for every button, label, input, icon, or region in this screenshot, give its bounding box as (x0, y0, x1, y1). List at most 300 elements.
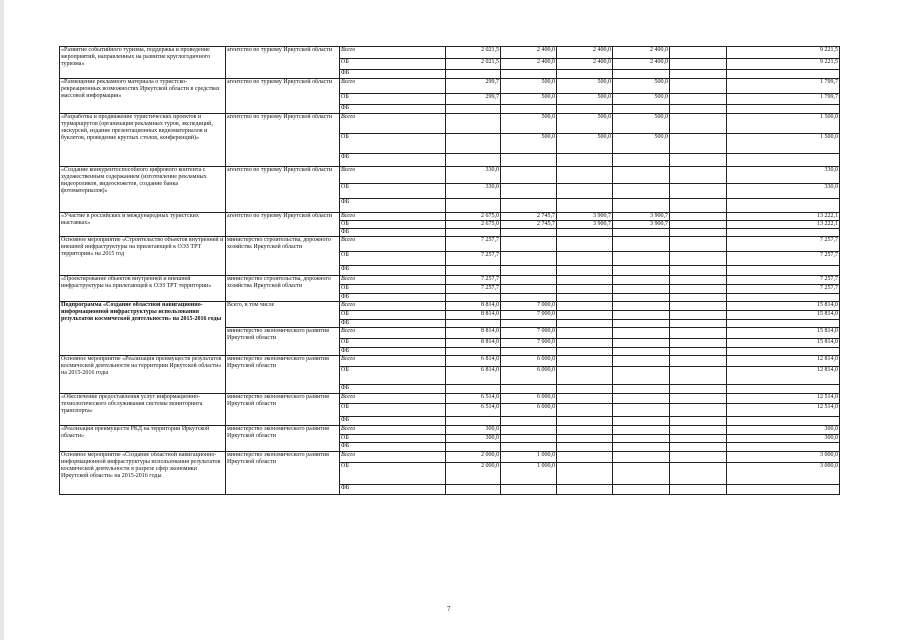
amount-cell (670, 394, 727, 404)
amount-cell: 2 675,0 (446, 213, 501, 221)
amount-cell (501, 199, 557, 213)
funding-source: ОБ (340, 285, 446, 294)
amount-cell: 330,0 (727, 167, 840, 184)
amount-cell (727, 70, 840, 79)
funding-source: ОБ (340, 134, 446, 154)
amount-cell (727, 417, 840, 426)
amount-cell: 7 257,7 (446, 237, 501, 252)
amount-cell: 2 400,0 (557, 47, 613, 59)
amount-cell: 2 000,0 (446, 463, 501, 485)
amount-cell (446, 348, 501, 356)
funding-source: ОБ (340, 404, 446, 417)
measure-name: «Создание конкурентоспособного цифрового контента с художественным содержанием (изготовление рекламных видеороликов, видеосюжетов, создание банка фотоматериалов)» (60, 167, 226, 213)
funding-source: ФБ (340, 70, 446, 79)
amount-cell (446, 320, 501, 328)
amount-cell (446, 70, 501, 79)
amount-cell: 9 221,5 (727, 59, 840, 70)
responsible-executor: агентство по туризму Иркутской области (226, 47, 340, 79)
amount-cell: 1 500,0 (727, 134, 840, 154)
amount-cell (446, 266, 501, 276)
amount-cell (557, 167, 613, 184)
amount-cell (613, 237, 670, 252)
amount-cell: 6 514,0 (446, 404, 501, 417)
funding-source: Всего (340, 328, 446, 339)
amount-cell (670, 79, 727, 94)
table-row (60, 276, 840, 285)
amount-cell: 1 000,0 (501, 452, 557, 463)
amount-cell (613, 417, 670, 426)
amount-cell (501, 285, 557, 294)
amount-cell (670, 443, 727, 452)
amount-cell (557, 485, 613, 495)
amount-cell: 500,0 (501, 94, 557, 105)
amount-cell: 500,0 (613, 79, 670, 94)
amount-cell: 2 400,0 (557, 59, 613, 70)
funding-source: Всего (340, 167, 446, 184)
responsible-executor: министерство строительства, дорожного хозяйства Иркутской области (226, 237, 340, 276)
amount-cell (613, 252, 670, 266)
table-row (60, 394, 840, 404)
table-row (60, 356, 840, 367)
amount-cell (501, 167, 557, 184)
amount-cell: 500,0 (613, 134, 670, 154)
amount-cell (727, 485, 840, 495)
amount-cell: 6 000,0 (501, 404, 557, 417)
amount-cell: 7 257,7 (727, 285, 840, 294)
responsible-executor: министерство строительства, дорожного хозяйства Иркутской области (226, 276, 340, 302)
amount-cell (727, 154, 840, 167)
amount-cell: 330,0 (446, 167, 501, 184)
amount-cell (670, 70, 727, 79)
amount-cell (727, 320, 840, 328)
amount-cell (557, 302, 613, 311)
amount-cell: 2 400,0 (501, 59, 557, 70)
amount-cell: 6 814,0 (446, 367, 501, 385)
funding-source: Всего (340, 276, 446, 285)
funding-source: ОБ (340, 339, 446, 348)
amount-cell (557, 285, 613, 294)
amount-cell (613, 426, 670, 435)
amount-cell (501, 266, 557, 276)
amount-cell (670, 485, 727, 495)
amount-cell (557, 394, 613, 404)
amount-cell (670, 348, 727, 356)
amount-cell: 15 814,0 (727, 328, 840, 339)
responsible-executor: министерство экономического развития Иркутской области (226, 356, 340, 394)
amount-cell (670, 311, 727, 320)
amount-cell (446, 417, 501, 426)
table-row (60, 79, 840, 94)
amount-cell (557, 426, 613, 435)
funding-source: ОБ (340, 367, 446, 385)
amount-cell (557, 199, 613, 213)
amount-cell: 3 900,7 (613, 213, 670, 221)
funding-source: Всего (340, 79, 446, 94)
funding-source: ФБ (340, 348, 446, 356)
amount-cell: 7 257,7 (446, 276, 501, 285)
amount-cell (613, 285, 670, 294)
amount-cell: 7 000,0 (501, 328, 557, 339)
amount-cell (670, 47, 727, 59)
amount-cell (670, 426, 727, 435)
funding-source: Всего (340, 114, 446, 134)
amount-cell (557, 252, 613, 266)
amount-cell: 12 814,0 (727, 367, 840, 385)
amount-cell (670, 356, 727, 367)
amount-cell (727, 294, 840, 302)
amount-cell (670, 266, 727, 276)
amount-cell (446, 134, 501, 154)
amount-cell (670, 237, 727, 252)
amount-cell (501, 184, 557, 199)
amount-cell: 7 257,7 (727, 237, 840, 252)
amount-cell (613, 404, 670, 417)
amount-cell (557, 229, 613, 237)
amount-cell (557, 339, 613, 348)
amount-cell (613, 348, 670, 356)
funding-source: ФБ (340, 443, 446, 452)
table-row (60, 114, 840, 134)
amount-cell (670, 367, 727, 385)
amount-cell (613, 276, 670, 285)
amount-cell: 12 814,0 (727, 356, 840, 367)
amount-cell (613, 311, 670, 320)
responsible-executor: агентство по туризму Иркутской области (226, 213, 340, 237)
amount-cell: 7 000,0 (501, 311, 557, 320)
funding-source: ОБ (340, 59, 446, 70)
funding-source: ФБ (340, 154, 446, 167)
amount-cell: 7 000,0 (501, 339, 557, 348)
amount-cell (446, 485, 501, 495)
amount-cell: 2 021,5 (446, 59, 501, 70)
amount-cell: 2 745,7 (501, 221, 557, 229)
amount-cell: 6 814,0 (446, 356, 501, 367)
amount-cell (613, 154, 670, 167)
responsible-executor: министерство экономического развития Иркутской области (226, 452, 340, 495)
funding-source: ОБ (340, 221, 446, 229)
amount-cell: 1 799,7 (727, 79, 840, 94)
amount-cell (613, 302, 670, 311)
amount-cell (613, 394, 670, 404)
amount-cell: 6 000,0 (501, 356, 557, 367)
amount-cell: 2 675,0 (446, 221, 501, 229)
amount-cell (501, 426, 557, 435)
amount-cell (670, 213, 727, 221)
amount-cell (670, 294, 727, 302)
amount-cell: 500,0 (557, 79, 613, 94)
amount-cell (501, 105, 557, 114)
amount-cell (613, 328, 670, 339)
amount-cell (613, 443, 670, 452)
amount-cell: 3 000,0 (727, 452, 840, 463)
amount-cell: 1 799,7 (727, 94, 840, 105)
amount-cell (557, 266, 613, 276)
amount-cell (557, 320, 613, 328)
amount-cell: 299,7 (446, 94, 501, 105)
amount-cell (670, 167, 727, 184)
amount-cell (613, 385, 670, 394)
amount-cell: 2 400,0 (501, 47, 557, 59)
amount-cell (557, 356, 613, 367)
amount-cell (557, 105, 613, 114)
amount-cell: 500,0 (501, 79, 557, 94)
amount-cell (613, 70, 670, 79)
amount-cell (501, 435, 557, 443)
amount-cell (670, 105, 727, 114)
amount-cell: 500,0 (613, 94, 670, 105)
amount-cell (670, 435, 727, 443)
amount-cell (446, 154, 501, 167)
amount-cell (670, 114, 727, 134)
amount-cell (501, 154, 557, 167)
funding-source: ФБ (340, 229, 446, 237)
amount-cell: 7 257,7 (727, 252, 840, 266)
amount-cell (727, 443, 840, 452)
amount-cell (501, 294, 557, 302)
amount-cell (557, 463, 613, 485)
funding-source: ОБ (340, 311, 446, 320)
amount-cell (670, 328, 727, 339)
amount-cell: 500,0 (501, 114, 557, 134)
amount-cell (446, 199, 501, 213)
amount-cell: 330,0 (446, 184, 501, 199)
amount-cell: 6 000,0 (501, 394, 557, 404)
amount-cell (613, 463, 670, 485)
amount-cell (727, 385, 840, 394)
amount-cell (727, 348, 840, 356)
amount-cell (557, 417, 613, 426)
amount-cell (501, 443, 557, 452)
funding-source: Всего (340, 426, 446, 435)
measure-name: Основное мероприятие «Создание областной навигационно-информационной инфраструктуры использования результатов космической деятельности в разрезе сфер экономики Иркутской области» на 2015-2016 годы (60, 452, 226, 495)
amount-cell: 12 514,0 (727, 394, 840, 404)
table-row (60, 213, 840, 221)
amount-cell: 300,0 (727, 435, 840, 443)
amount-cell (557, 184, 613, 199)
table-row (60, 47, 840, 59)
subprogram-name: Подпрограмма «Создание областной навигационно-информационной инфраструктуры использования результатов космической деятельности» на 2015-2016 годы (60, 302, 226, 356)
amount-cell (670, 252, 727, 266)
amount-cell: 2 000,0 (446, 452, 501, 463)
amount-cell: 1 000,0 (501, 463, 557, 485)
amount-cell: 7 257,7 (446, 285, 501, 294)
amount-cell (501, 320, 557, 328)
amount-cell (670, 339, 727, 348)
amount-cell: 500,0 (613, 114, 670, 134)
amount-cell: 15 814,0 (727, 339, 840, 348)
amount-cell (727, 105, 840, 114)
measure-name: «Развитие событийного туризма, поддержка и проведение мероприятий, направленных на развитие круглогодичного туризма» (60, 47, 226, 79)
amount-cell: 299,7 (446, 79, 501, 94)
amount-cell: 3 900,7 (557, 221, 613, 229)
amount-cell (670, 285, 727, 294)
amount-cell: 6 514,0 (446, 394, 501, 404)
funding-source: Всего (340, 47, 446, 59)
amount-cell (557, 443, 613, 452)
amount-cell (670, 199, 727, 213)
amount-cell (727, 266, 840, 276)
amount-cell: 9 221,5 (727, 47, 840, 59)
funding-source: ОБ (340, 252, 446, 266)
measure-name: «Обеспечение предоставления услуг информационно-технологического обслуживания системы мониторинга транспорта» (60, 394, 226, 426)
amount-cell: 300,0 (727, 426, 840, 435)
amount-cell: 2 400,0 (613, 47, 670, 59)
funding-source: ФБ (340, 266, 446, 276)
funding-source: ФБ (340, 105, 446, 114)
amount-cell (446, 229, 501, 237)
amount-cell: 3 900,7 (613, 221, 670, 229)
amount-cell (446, 105, 501, 114)
responsible-total: Всего, в том числе (226, 302, 340, 328)
amount-cell (446, 114, 501, 134)
funding-source: Всего (340, 213, 446, 221)
amount-cell: 8 814,0 (446, 302, 501, 311)
amount-cell (557, 404, 613, 417)
amount-cell (613, 266, 670, 276)
amount-cell (670, 276, 727, 285)
amount-cell (670, 385, 727, 394)
amount-cell (670, 94, 727, 105)
amount-cell (613, 339, 670, 348)
amount-cell (613, 229, 670, 237)
amount-cell: 8 814,0 (446, 311, 501, 320)
amount-cell (670, 134, 727, 154)
amount-cell (670, 463, 727, 485)
measure-name: Основное мероприятие «Строительство объектов внутренней и внешней инфраструктуры на прилегающей к ОЭЗ ТРТ территории» на 2015 год (60, 237, 226, 276)
amount-cell: 330,0 (727, 184, 840, 199)
amount-cell (670, 302, 727, 311)
amount-cell: 7 257,7 (727, 276, 840, 285)
amount-cell (670, 184, 727, 199)
funding-source: Всего (340, 452, 446, 463)
amount-cell (501, 385, 557, 394)
funding-source: Всего (340, 237, 446, 252)
amount-cell (557, 294, 613, 302)
funding-source: ОБ (340, 463, 446, 485)
amount-cell (501, 252, 557, 266)
amount-cell (670, 417, 727, 426)
amount-cell (727, 229, 840, 237)
amount-cell: 7 257,7 (446, 252, 501, 266)
amount-cell: 500,0 (557, 94, 613, 105)
amount-cell (613, 184, 670, 199)
funding-source: ФБ (340, 320, 446, 328)
table-row (60, 426, 840, 435)
amount-cell: 500,0 (557, 134, 613, 154)
funding-source: ОБ (340, 435, 446, 443)
amount-cell: 6 000,0 (501, 367, 557, 385)
amount-cell: 500,0 (557, 114, 613, 134)
amount-cell (670, 404, 727, 417)
amount-cell (557, 311, 613, 320)
funding-source: Всего (340, 356, 446, 367)
amount-cell (670, 452, 727, 463)
amount-cell (557, 154, 613, 167)
amount-cell (613, 167, 670, 184)
responsible-executor: агентство по туризму Иркутской области (226, 114, 340, 167)
amount-cell: 3 000,0 (727, 463, 840, 485)
measure-name: Основное мероприятие «Реализация преимуществ результатов космической деятельности на территории Иркутской области» на 2015-2016 годы (60, 356, 226, 394)
amount-cell (727, 199, 840, 213)
amount-cell (501, 70, 557, 79)
amount-cell: 2 745,7 (501, 213, 557, 221)
amount-cell (613, 199, 670, 213)
amount-cell: 3 900,7 (557, 213, 613, 221)
responsible-executor: министерство экономического развития Иркутской области (226, 394, 340, 426)
amount-cell (613, 294, 670, 302)
measure-name: «Участие в российских и международных туристских выставках» (60, 213, 226, 237)
measure-name: «Разработка и продвижение туристических проектов и турмаршрутов (организация рекламных туров, экспедиций, экскурсий, издание презентационных видеоматериалов и буклетов, проведение круглых столов, конференций)» (60, 114, 226, 167)
amount-cell: 13 222,1 (727, 213, 840, 221)
amount-cell: 8 814,0 (446, 339, 501, 348)
amount-cell: 300,0 (446, 426, 501, 435)
amount-cell: 8 814,0 (446, 328, 501, 339)
amount-cell: 7 000,0 (501, 302, 557, 311)
funding-source: Всего (340, 394, 446, 404)
amount-cell: 15 814,0 (727, 311, 840, 320)
responsible-executor: министерство экономического развития Иркутской области (226, 328, 340, 356)
responsible-executor: агентство по туризму Иркутской области (226, 167, 340, 213)
amount-cell (446, 294, 501, 302)
amount-cell: 2 021,5 (446, 47, 501, 59)
amount-cell (501, 229, 557, 237)
amount-cell (557, 367, 613, 385)
amount-cell (446, 385, 501, 394)
amount-cell (613, 485, 670, 495)
amount-cell (501, 237, 557, 252)
amount-cell (670, 154, 727, 167)
funding-source: ФБ (340, 385, 446, 394)
amount-cell (557, 237, 613, 252)
amount-cell (501, 417, 557, 426)
amount-cell: 300,0 (446, 435, 501, 443)
amount-cell (446, 443, 501, 452)
responsible-executor: министерство экономического развития Иркутской области (226, 426, 340, 452)
amount-cell (613, 435, 670, 443)
measure-name: «Проектирование объектов внутренней и внешней инфраструктуры на прилегающей к ОЭЗ ТРТ территории» (60, 276, 226, 302)
amount-cell (557, 385, 613, 394)
page-number: 7 (447, 605, 451, 613)
amount-cell (670, 221, 727, 229)
amount-cell (557, 276, 613, 285)
amount-cell: 13 222,1 (727, 221, 840, 229)
amount-cell (670, 320, 727, 328)
amount-cell (557, 70, 613, 79)
amount-cell (501, 276, 557, 285)
amount-cell (613, 356, 670, 367)
amount-cell: 12 514,0 (727, 404, 840, 417)
amount-cell (670, 229, 727, 237)
amount-cell (613, 367, 670, 385)
funding-source: ОБ (340, 184, 446, 199)
table-row (60, 167, 840, 184)
table-row (60, 302, 840, 311)
funding-source: Всего (340, 302, 446, 311)
amount-cell: 2 400,0 (613, 59, 670, 70)
amount-cell (557, 328, 613, 339)
page-edge (0, 0, 4, 640)
amount-cell (613, 105, 670, 114)
table-row (60, 237, 840, 252)
amount-cell: 500,0 (501, 134, 557, 154)
funding-source: ФБ (340, 294, 446, 302)
amount-cell (557, 348, 613, 356)
amount-cell (557, 452, 613, 463)
funding-source: ФБ (340, 485, 446, 495)
measure-name: «Реализация преимуществ РКД на территории Иркутской области» (60, 426, 226, 452)
amount-cell (557, 435, 613, 443)
amount-cell (613, 452, 670, 463)
